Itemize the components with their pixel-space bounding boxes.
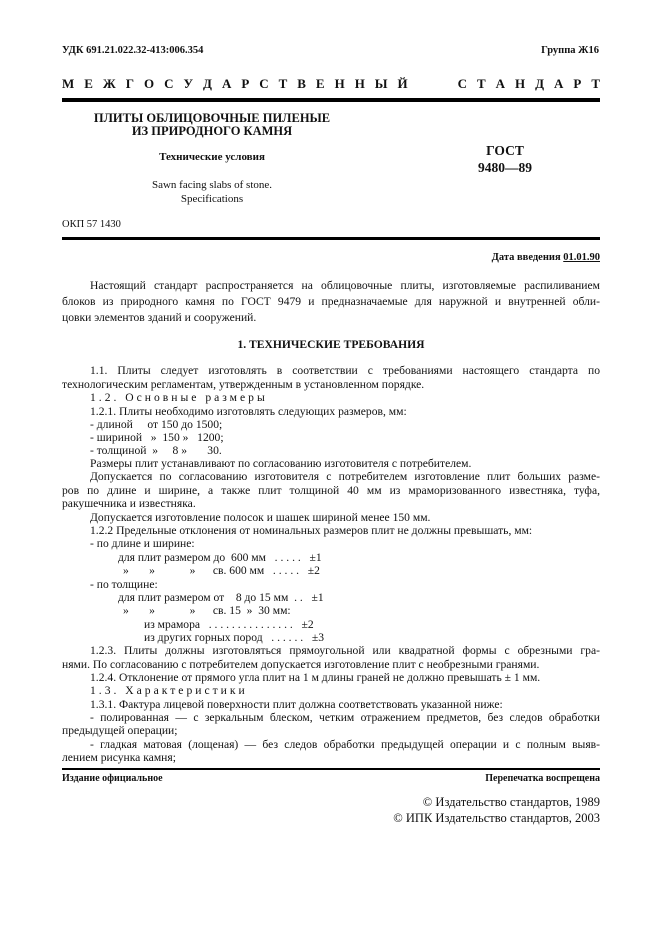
english-title [62,178,362,206]
body-line: лением рисунка камня; [62,751,176,764]
document-title [62,112,362,138]
body-line: ракушечника и известняка. [62,497,196,510]
title-line-1: ПЛИТЫ ОБЛИЦОВОЧНЫЕ ПИЛЕНЫЕ [93,111,331,125]
english-title-line-1: Sawn facing slabs of stone. [151,179,273,191]
document-subtitle: Технические условия [159,151,265,163]
reprint-prohibited: Перепечатка воспрещена [485,773,600,784]
intro-line: Настоящий стандарт распространяется на облицовочные плиты, изготовляемые распиливанием [90,279,600,292]
subsection-heading: 1.2. Основные размеры [90,391,268,404]
body-line: 1.2.4. Отклонение от прямого угла плит на 1 м длины граней не должно превышать ± 1 мм. [90,671,541,684]
interstate-standard-banner: М Е Ж Г О С У Д А Р С Т В Е Н Н Ы Й С Т А Н Д А Р Т [62,76,600,91]
footer-rule [62,768,600,770]
tolerance-group-label: - по толщине: [90,578,158,591]
gost-number: 9480—89 [478,160,532,175]
effective-date-label: Дата введения [491,252,561,263]
body-line: 1.2.2 Предельные отклонения от номинальных размеров плит не должны превышать, мм: [90,524,533,537]
body-line: 1.2.3. Плиты должны изготовляться прямоугольной или квадратной формы с обрезными гра- [90,644,600,657]
tolerance-row: » » » св. 600 мм . . . . . ±2 [123,564,320,577]
tolerance-row: » » » св. 15 » 30 мм: [123,604,291,617]
english-title-line-2: Specifications [180,193,244,205]
official-edition: Издание официальное [62,773,163,784]
effective-date [492,252,600,263]
group-code: Группа Ж16 [541,45,599,56]
body-line: 1.2.1. Плиты необходимо изготовлять следующих размеров, мм: [90,405,407,418]
body-line: Допускается по согласованию изготовителя с потребителем изготовление плит больших разме- [90,470,600,483]
okp-code: ОКП 57 1430 [62,219,121,230]
title-rule [62,237,600,240]
body-line: 1.1. Плиты следует изготовлять в соответствии с требованиями настоящего стандарта по [90,364,600,377]
body-line: 1.3.1. Фактура лицевой поверхности плит должна соответствовать указанной ниже: [90,698,503,711]
title-line-2: ИЗ ПРИРОДНОГО КАМНЯ [131,124,293,138]
tolerance-row: для плит размером от 8 до 15 мм . . ±1 [118,591,324,604]
udk-code: УДК 691.21.022.32-413:006.354 [62,45,204,56]
dimension-length: - длиной от 150 до 1500; [90,418,223,431]
body-line: предыдущей операции; [62,724,178,737]
gost-designation [465,142,545,176]
tolerance-row: из других горных пород . . . . . . ±3 [144,631,325,644]
dimension-thickness: - толщиной » 8 » 30. [90,444,222,457]
body-line: ров по длине и ширине, а также плит толщиной 40 мм из мраморизованного известняка, туфа, [62,484,600,497]
intro-line: цовки элементов зданий и сооружений. [62,311,257,324]
tolerance-group-label: - по длине и ширине: [90,537,195,550]
body-line: Размеры плит устанавливают по согласованию изготовителя с потребителем. [90,457,472,470]
body-line: Допускается изготовление полосок и шашек шириной менее 150 мм. [90,511,431,524]
gost-label: ГОСТ [486,143,524,158]
subsection-heading: 1.3. Характеристики [90,684,248,697]
body-line: нями. По согласованию с потребителем допускается изготовление плит с необрезными гранями. [62,658,540,671]
body-line: - полированная — с зеркальным блеском, четким отражением предметов, без следов обработки [90,711,600,724]
intro-line: блоков из природного камня по ГОСТ 9479 и предназначаемые для наружной и внутренней обли- [62,295,600,308]
header-rule [62,98,600,102]
copyright-1989: © Издательство стандартов, 1989 [422,795,600,809]
section-heading: 1. ТЕХНИЧЕСКИЕ ТРЕБОВАНИЯ [237,338,425,351]
tolerance-row: из мрамора . . . . . . . . . . . . . . . ±2 [144,618,314,631]
body-line: технологическим регламентам, утвержденным в установленном порядке. [62,378,425,391]
body-line: - гладкая матовая (лощеная) — без следов обработки предыдущей операции и с полным выяв- [90,738,600,751]
tolerance-row: для плит размером до 600 мм . . . . . ±1 [118,551,322,564]
copyright-2003: © ИПК Издательство стандартов, 2003 [393,811,600,825]
effective-date-value: 01.01.90 [563,252,600,263]
dimension-width: - шириной » 150 » 1200; [90,431,224,444]
